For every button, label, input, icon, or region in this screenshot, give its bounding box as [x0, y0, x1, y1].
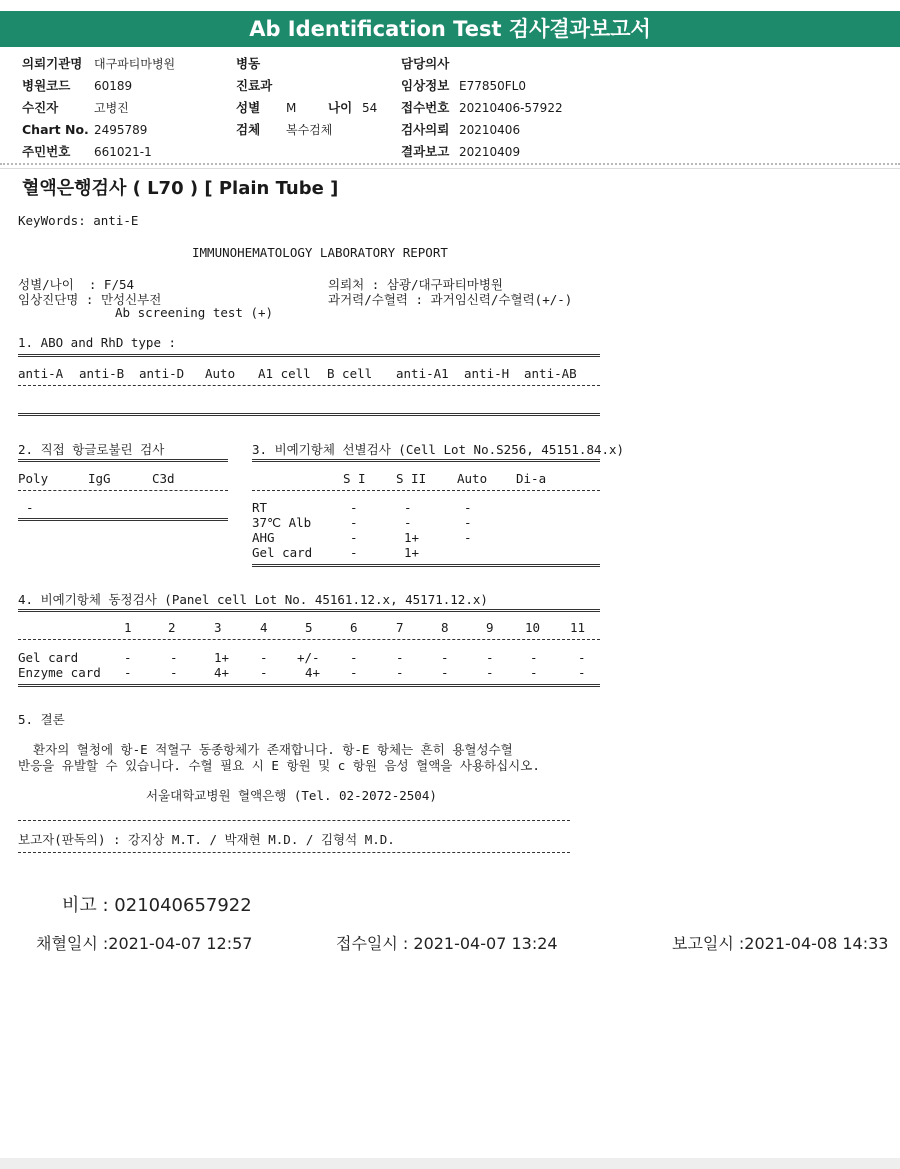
age-value: 54: [362, 101, 378, 115]
panel-cell-number: 6: [350, 620, 358, 635]
panel-cell: -: [441, 665, 449, 680]
panel-cell: 4+: [305, 665, 321, 680]
panel-cell-number: 11: [570, 620, 586, 635]
dashed-rule: [18, 852, 570, 853]
screen-cell: -: [404, 500, 412, 515]
screen-cell: -: [350, 515, 358, 530]
abo-header: anti-B: [79, 366, 125, 381]
header-label: 임상정보: [401, 78, 450, 93]
report-title: Ab Identification Test 검사결과보고서: [249, 17, 651, 41]
dat-header: Poly: [18, 471, 49, 486]
header-label: 수진자: [22, 100, 59, 115]
header-row: [236, 53, 377, 75]
panel-cell: -: [486, 665, 494, 680]
header-row: [236, 97, 377, 119]
double-rule: [18, 518, 228, 521]
abo-header: anti-A1: [396, 366, 449, 381]
panel-cell: -: [260, 650, 268, 665]
abo-header: anti-AB: [524, 366, 577, 381]
panel-cell-number: 1: [124, 620, 132, 635]
abo-header: Auto: [205, 366, 236, 381]
panel-cell: -: [530, 665, 538, 680]
header-label: 의뢰기관명: [22, 56, 83, 71]
diagnosis: 임상진단명 : 만성신부전: [18, 292, 162, 307]
screen-cell: 1+: [404, 530, 420, 545]
panel-cell: -: [578, 650, 586, 665]
panel-cell-number: 2: [168, 620, 176, 635]
lab-contact: 서울대학교병원 혈액은행 (Tel. 02-2072-2504): [146, 788, 437, 803]
screen-header: Auto: [457, 471, 488, 486]
header-divider: [0, 163, 900, 165]
header-col-3: [401, 53, 563, 163]
dashed-rule: [252, 490, 600, 491]
header-value: E77850FL0: [459, 79, 526, 93]
section-5-title: 5. 결론: [18, 712, 65, 727]
dashed-rule: [18, 385, 600, 386]
header-label: 결과보고: [401, 144, 450, 159]
dat-header: IgG: [88, 471, 111, 486]
panel-cell: -: [441, 650, 449, 665]
header-row: [22, 97, 175, 119]
double-rule: [18, 413, 600, 416]
header-label: 주민번호: [22, 144, 71, 159]
section-1-title: 1. ABO and RhD type :: [18, 335, 177, 350]
screen-row-label: Gel card: [252, 545, 313, 560]
header-col-2: [236, 53, 377, 141]
double-rule: [18, 459, 228, 462]
keywords: KeyWords: anti-E: [18, 213, 139, 228]
transfusion-history: 과거력/수혈력 : 과거임신력/수혈력(+/-): [328, 292, 573, 307]
abo-header: anti-H: [464, 366, 510, 381]
header-label: 진료과: [236, 78, 273, 93]
panel-cell-number: 8: [441, 620, 449, 635]
header-value: 고병진: [94, 101, 129, 115]
double-rule: [252, 564, 600, 567]
header-label: Chart No.: [22, 122, 89, 137]
panel-cell-number: 10: [525, 620, 541, 635]
panel-cell-number: 9: [486, 620, 494, 635]
panel-cell: -: [170, 665, 178, 680]
header-value: M: [286, 101, 297, 115]
report-time: 보고일시 :2021-04-08 14:33: [672, 934, 889, 953]
screen-cell: -: [464, 500, 472, 515]
section-2-title: 2. 직접 항글로불린 검사: [18, 442, 165, 457]
header-label: 담당의사: [401, 56, 450, 71]
header-value: 복수검체: [286, 123, 333, 137]
remark: 비고 : 021040657922: [62, 895, 252, 916]
panel-cell: -: [530, 650, 538, 665]
dat-value: -: [26, 500, 34, 515]
panel-cell: -: [350, 665, 358, 680]
reception-time: 접수일시 : 2021-04-07 13:24: [336, 934, 558, 953]
panel-cell: -: [124, 665, 132, 680]
panel-cell-number: 5: [305, 620, 313, 635]
header-value: 661021-1: [94, 145, 152, 159]
header-row: [22, 119, 175, 141]
reporters: 보고자(판독의) : 강지상 M.T. / 박재현 M.D. / 김형석 M.D.: [18, 832, 395, 847]
header-label: 병동: [236, 56, 261, 71]
screen-header: S II: [396, 471, 427, 486]
report-title-bar: [0, 11, 900, 47]
header-row: [22, 53, 175, 75]
header-value: 20210406-57922: [459, 101, 563, 115]
header-row: [401, 141, 563, 163]
dashed-rule: [18, 639, 600, 640]
requester: 의뢰처 : 삼광/대구파티마병원: [328, 277, 504, 292]
header-value: 2495789: [94, 123, 148, 137]
screen-cell: -: [350, 500, 358, 515]
conclusion-line: 환자의 혈청에 항-E 적혈구 동종항체가 존재합니다. 항-E 항체는 흔히 용혈성수혈: [18, 742, 513, 757]
panel-cell: 4+: [214, 665, 230, 680]
screen-cell: -: [404, 515, 412, 530]
panel-cell: 1+: [214, 650, 230, 665]
header-col-1: [22, 53, 175, 163]
header-row: [401, 53, 563, 75]
screen-row-label: 37℃ Alb: [252, 515, 312, 530]
collection-time: 채혈일시 :2021-04-07 12:57: [36, 934, 253, 953]
screen-cell: -: [350, 530, 358, 545]
double-rule: [18, 609, 600, 612]
panel-row-label: Gel card: [18, 650, 79, 665]
screening-result: Ab screening test (+): [115, 305, 274, 320]
panel-cell: +/-: [297, 650, 320, 665]
panel-cell: -: [486, 650, 494, 665]
screen-header: Di-a: [516, 471, 547, 486]
header-row: [236, 119, 377, 141]
panel-cell: -: [396, 650, 404, 665]
screen-cell: -: [350, 545, 358, 560]
abo-header: A1 cell: [258, 366, 311, 381]
section-3-title: 3. 비예기항체 선별검사 (Cell Lot No.S256, 45151.84.x): [252, 442, 625, 457]
header-row: [22, 141, 175, 163]
header-value: 60189: [94, 79, 133, 93]
age-label: 나이: [328, 100, 353, 115]
panel-cell-number: 7: [396, 620, 404, 635]
panel-row-label: Enzyme card: [18, 665, 101, 680]
screen-row-label: AHG: [252, 530, 275, 545]
report-title-text: IMMUNOHEMATOLOGY LABORATORY REPORT: [192, 245, 448, 260]
dashed-rule: [18, 820, 570, 821]
header-row: [22, 75, 175, 97]
double-rule: [18, 354, 600, 357]
sex-age: 성별/나이 : F/54: [18, 277, 135, 292]
panel-cell: -: [396, 665, 404, 680]
header-row: [236, 75, 377, 97]
header-value: 20210406: [459, 123, 521, 137]
header-row: [401, 97, 563, 119]
screen-cell: 1+: [404, 545, 420, 560]
bottom-band: [0, 1158, 900, 1169]
abo-header: anti-D: [139, 366, 185, 381]
screen-cell: -: [464, 530, 472, 545]
header-divider-line: [0, 168, 900, 169]
dat-header: C3d: [152, 471, 175, 486]
panel-cell: -: [350, 650, 358, 665]
header-label: 검체: [236, 122, 261, 137]
dashed-rule: [18, 490, 228, 491]
panel-cell: -: [578, 665, 586, 680]
double-rule: [18, 684, 600, 687]
abo-header: B cell: [327, 366, 373, 381]
panel-cell-number: 4: [260, 620, 268, 635]
section-4-title: 4. 비예기항체 동정검사 (Panel cell Lot No. 45161.12.x, 45171.12.x): [18, 592, 488, 607]
header-label: 성별: [236, 100, 261, 115]
conclusion-line: 반응을 유발할 수 있습니다. 수혈 필요 시 E 항원 및 c 항원 음성 혈액을 사용하십시오.: [18, 758, 540, 773]
header-value: 대구파티마병원: [94, 57, 176, 71]
abo-header: anti-A: [18, 366, 64, 381]
header-row: [401, 119, 563, 141]
header-value: 20210409: [459, 145, 521, 159]
header-row: [401, 75, 563, 97]
panel-cell-number: 3: [214, 620, 222, 635]
header-info: [0, 53, 900, 168]
screen-row-label: RT: [252, 500, 268, 515]
double-rule: [252, 459, 600, 462]
header-label: 검사의뢰: [401, 122, 450, 137]
panel-cell: -: [260, 665, 268, 680]
panel-cell: -: [170, 650, 178, 665]
header-label: 접수번호: [401, 100, 450, 115]
screen-cell: -: [464, 515, 472, 530]
section-title: 혈액은행검사 ( L70 ) [ Plain Tube ]: [22, 178, 339, 199]
header-label: 병원코드: [22, 78, 71, 93]
screen-header: S I: [343, 471, 366, 486]
panel-cell: -: [124, 650, 132, 665]
